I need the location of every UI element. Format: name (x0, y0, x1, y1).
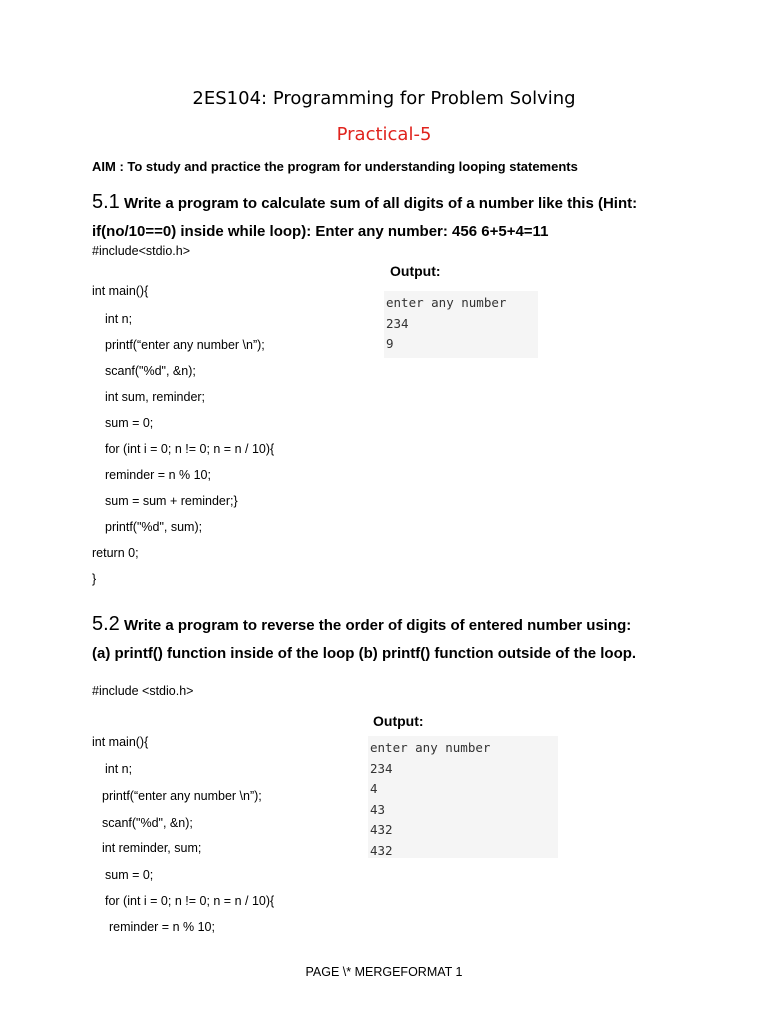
output-line: enter any number (370, 740, 491, 755)
code-line: #include<stdio.h> (92, 244, 190, 258)
code-line: printf(“enter any number \n”); (102, 789, 262, 803)
output-line: 4 (370, 781, 378, 796)
code-line: int n; (105, 312, 133, 326)
section-heading-text: Write a program to reverse the order of digits of entered number using: (123, 617, 632, 634)
code-line: sum = sum + reminder;} (105, 494, 238, 508)
output-line: enter any number (386, 295, 507, 310)
code-line: printf("%d", sum); (105, 520, 203, 534)
code-line: sum = 0; (105, 416, 154, 430)
page-footer: PAGE \* MERGEFORMAT 1 (305, 965, 463, 979)
code-line: int sum, reminder; (105, 390, 206, 404)
code-line: } (92, 572, 97, 586)
code-line: int main(){ (92, 735, 149, 749)
code-line: return 0; (92, 546, 139, 560)
section-heading-text: (a) printf() function inside of the loop (b) printf() function outside of the loop. (92, 645, 637, 662)
code-line: scanf("%d", &n); (105, 364, 196, 378)
output-box (368, 736, 558, 858)
output-label: Output: (373, 713, 424, 729)
document-title: 2ES104: Programming for Problem Solving (192, 88, 576, 109)
section-heading-text: Write a program to calculate sum of all digits of a number like this (Hint: (123, 195, 638, 212)
aim-statement: AIM : To study and practice the program for understanding looping statements (92, 159, 578, 174)
code-line: int main(){ (92, 284, 149, 298)
code-line: scanf("%d", &n); (102, 816, 193, 830)
code-line: int reminder, sum; (102, 841, 202, 855)
section-5-2-heading (92, 610, 692, 668)
output-box (384, 291, 538, 358)
section-5-1-heading (92, 188, 692, 246)
output-line: 432 (370, 822, 393, 837)
section-number: 5.1 (92, 191, 120, 213)
code-line: int n; (105, 762, 133, 776)
code-line: for (int i = 0; n != 0; n = n / 10){ (105, 894, 275, 908)
output-label: Output: (390, 263, 441, 279)
code-line: #include <stdio.h> (92, 684, 194, 698)
output-line: 43 (370, 801, 386, 817)
code-line: sum = 0; (105, 868, 154, 882)
output-line: 234 (370, 760, 393, 776)
output-line: 432 (370, 842, 393, 858)
code-line: reminder = n % 10; (105, 468, 211, 482)
section-number: 5.2 (92, 613, 120, 635)
code-line: printf(“enter any number \n”); (105, 338, 265, 352)
code-line: reminder = n % 10; (109, 920, 215, 934)
code-line: for (int i = 0; n != 0; n = n / 10){ (105, 442, 275, 456)
section-heading-text: if(no/10==0) inside while loop): Enter any number: 456 6+5+4=11 (92, 223, 549, 240)
output-line: 9 (386, 336, 394, 351)
practical-subtitle: Practical-5 (336, 124, 432, 145)
output-line: 234 (386, 315, 409, 331)
